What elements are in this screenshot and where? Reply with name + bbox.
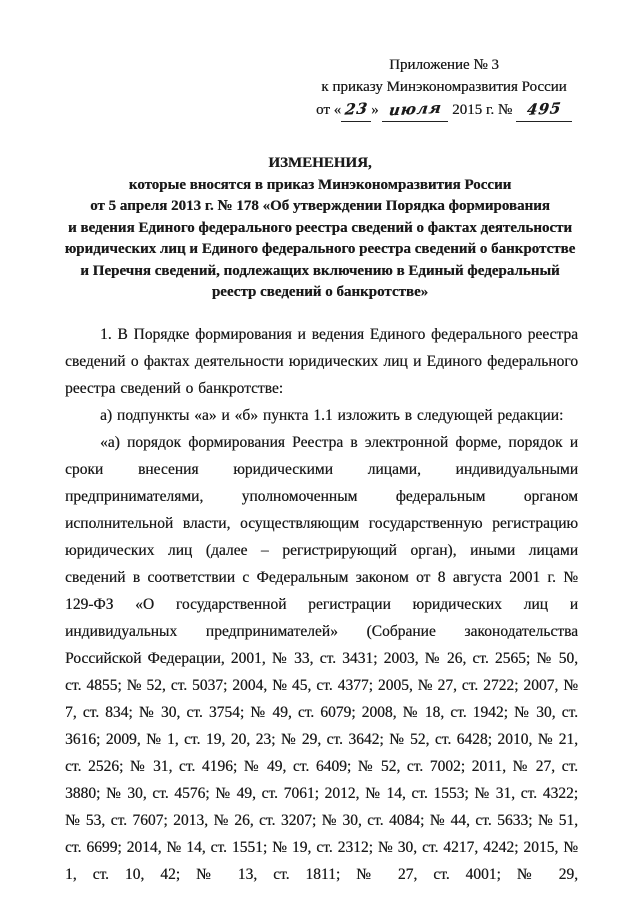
paragraph-amendment-text: «а) порядок формирования Реестра в электронной форме, порядок и сроки внесения юридическими лицами, индивидуальными предпринимателями, уполномоченным федеральным органом исполнительной власти, осуществляющим государственную регистрацию юридических лиц (далее – регистрирующий орган), иными лицами сведений в соответствии с Федеральным законом от 8 августа 2001 г. № 129-ФЗ «О государственной регистрации юридических лиц и индивидуальных предпринимателей» (Собрание законодательства Российской Федерации, 2001, № 33, ст. 3431; 2003, № 26, ст. 2565; № 50, ст. 4855; № 52, ст. 5037; 2004, № 45, ст. 4377; 2005, № 27, ст. 2722; 2007, № 7, ст. 834; № 30, ст. 3754; № 49, ст. 6079; 2008, № 18, ст. 1942; № 30, ст. 3616; 2009, № 1, ст. 19, 20, 23; № 29, ст. 3642; № 52, ст. 6428; 2010, № 21, ст. 2526; № 31, ст. 4196; № 49, ст. 6409; № 52, ст. 7002; 2011, № 27, ст. 3880; № 30, ст. 4576; № 49, ст. 7061; 2012, № 14, ст. 1553; № 31, ст. 4322; № 53, ст. 7607; 2013, № 26, ст. 3207; № 30, ст. 4084; № 44, ст. 5633; № 51, ст. 6699; 2014, № 14, ст. 1551; № 19, ст. 2312; № 30, ст. 4217, 4242; 2015, № 1, ст. 10, 42; № 13, ст. 1811; № 27, ст. 4001; № 29, — [65, 433, 578, 883]
document-body — [0, 321, 640, 888]
appendix-date-line — [306, 98, 582, 122]
title-line: и Перечня сведений, подлежащих включению в Единый федеральный — [80, 262, 560, 279]
handwritten-month: июля — [382, 98, 448, 122]
title-line: которые вносятся в приказ Минэкономразвития России — [128, 176, 512, 193]
date-year-part: 2015 г. № — [452, 102, 513, 118]
title-line: от 5 апреля 2013 г. № 178 «Об утверждении Порядка формирования — [90, 198, 550, 214]
handwritten-order-number: 495 — [516, 98, 572, 122]
title-line: юридических лиц и Единого федерального реестра сведений о банкротстве — [64, 241, 576, 257]
appendix-number-line: Приложение № 3 — [389, 57, 499, 73]
paragraph-intro: 1. В Порядке формирования и ведения Единого федерального реестра сведений о фактах деятельности юридических лиц и Единого федерального реестра сведений о банкротстве: — [65, 325, 578, 397]
document-title — [30, 153, 610, 304]
paragraph-subitem: а) подпункты «а» и «б» пункта 1.1 изложить в следующей редакции: — [100, 406, 564, 424]
appendix-header — [306, 0, 582, 122]
handwritten-day: 23 — [341, 98, 371, 122]
title-line: ИЗМЕНЕНИЯ, — [268, 155, 372, 171]
date-prefix: от « — [316, 102, 342, 118]
date-close-quote: » — [371, 102, 379, 118]
title-line: реестр сведений о банкротстве» — [211, 284, 429, 300]
title-line: и ведения Единого федерального реестра сведений о фактах деятельности — [67, 219, 573, 236]
appendix-order-line: к приказу Минэкономразвития России — [321, 79, 567, 95]
